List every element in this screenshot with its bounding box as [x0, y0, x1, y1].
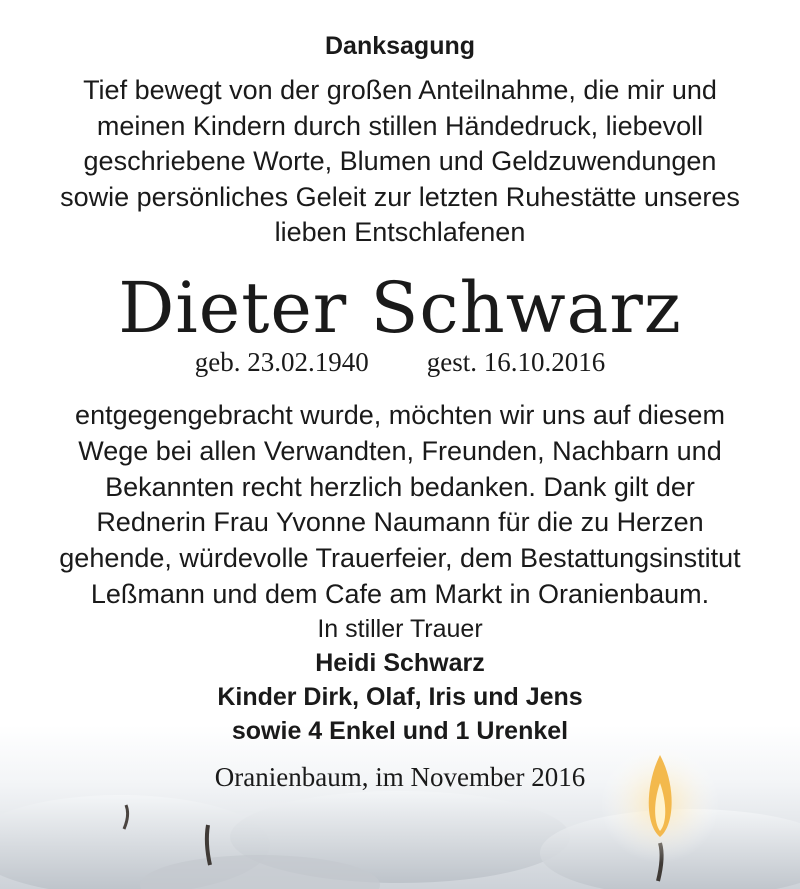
mourner-name: sowie 4 Enkel und 1 Urenkel	[231, 717, 569, 745]
body-line: Leßmann und dem Cafe am Markt in Oranienbaum.	[90, 578, 710, 609]
mourner-name: Heidi Schwarz	[315, 649, 485, 677]
place-date: Oranienbaum, im November 2016	[214, 762, 586, 792]
intro-line: geschriebene Worte, Blumen und Geldzuwendungen	[83, 146, 717, 176]
heading: Danksagung	[324, 32, 476, 60]
intro-line: meinen Kindern durch stillen Händedruck, liebevoll	[96, 110, 704, 141]
mourner-name: Kinder Dirk, Olaf, Iris und Jens	[217, 683, 583, 711]
birth-date: geb. 23.02.1940	[194, 347, 369, 377]
intro-line: lieben Entschlafenen	[274, 217, 526, 247]
intro-line: Tief bewegt von der großen Anteilnahme, die mir und	[83, 75, 717, 105]
body-line: Wege bei allen Verwandten, Freunden, Nachbarn und	[78, 435, 722, 466]
body-line: Rednerin Frau Yvonne Naumann für die zu Herzen	[96, 507, 704, 538]
mourning-intro: In stiller Trauer	[317, 615, 483, 643]
deceased-name: Dieter Schwarz	[118, 267, 682, 349]
candles-image	[0, 725, 800, 889]
body-line: entgegengebracht wurde, möchten wir uns auf diesem	[75, 400, 725, 430]
life-dates	[0, 344, 800, 380]
thanks-text	[0, 398, 800, 613]
death-date: gest. 16.10.2016	[426, 347, 606, 377]
intro-text	[0, 73, 800, 251]
mourners-block	[0, 612, 800, 748]
intro-line: sowie persönliches Geleit zur letzten Ruhestätte unseres	[60, 181, 740, 212]
body-line: gehende, würdevolle Trauerfeier, dem Bestattungsinstitut	[59, 543, 741, 574]
body-line: Bekannten recht herzlich bedanken. Dank gilt der	[105, 471, 695, 502]
